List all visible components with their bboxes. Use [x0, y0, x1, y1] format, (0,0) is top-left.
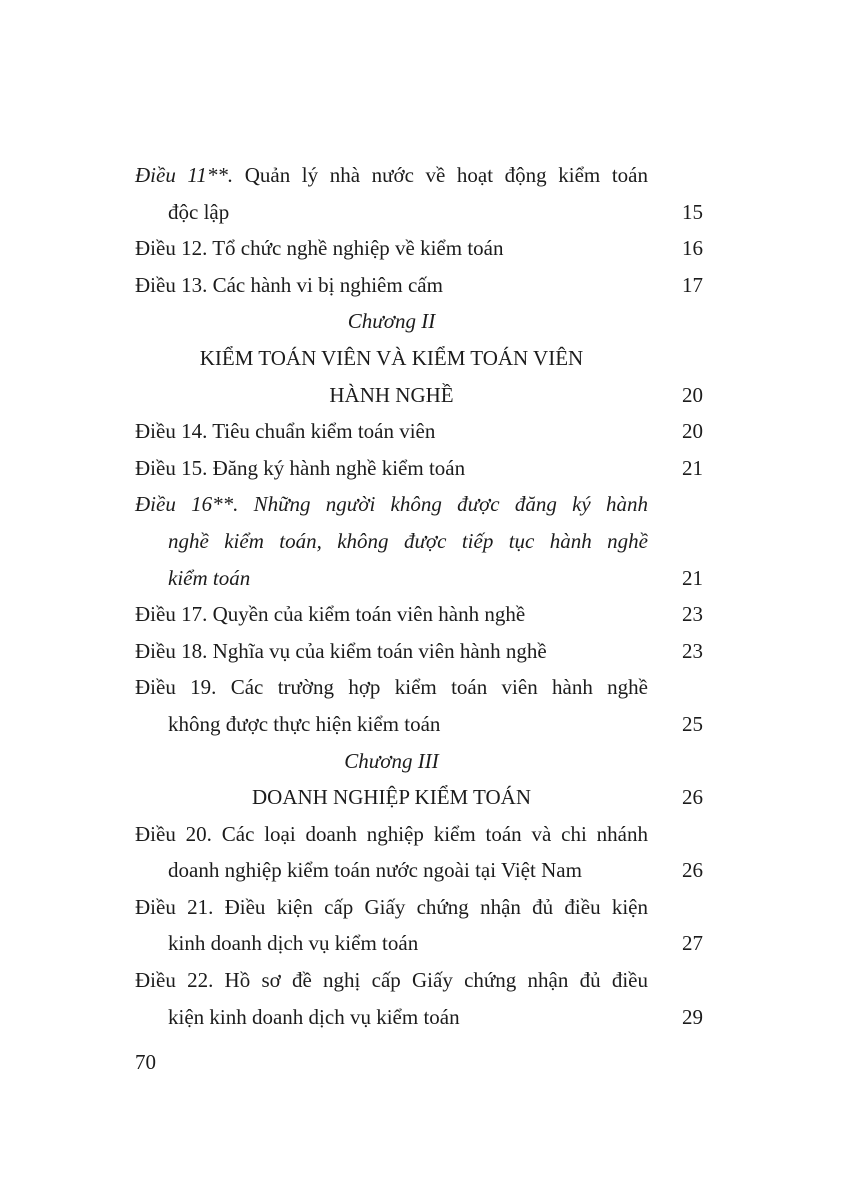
toc-entry-text: kinh doanh dịch vụ kiểm toán [168, 931, 419, 956]
page-ref: 21 [682, 565, 703, 590]
chapter-3-title [135, 779, 703, 816]
page-ref: 20 [682, 382, 703, 407]
toc-entry-text: nghề kiểm toán, không được tiếp tục hành nghề [168, 528, 648, 553]
page-ref: 25 [682, 711, 703, 736]
toc-entry-dieu-17 [135, 596, 703, 633]
toc-entry-dieu-16-line-1 [135, 486, 703, 523]
chapter-2-label [135, 303, 703, 340]
chapter-label-text: Chương III [344, 748, 439, 773]
toc-entry-dieu-13 [135, 267, 703, 304]
chapter-label-text: Chương II [347, 309, 436, 334]
toc-entry-dieu-16-line-3 [135, 560, 703, 597]
page-ref: 29 [682, 1004, 703, 1029]
toc-entry-dieu-11-line-1 [135, 157, 703, 194]
page-ref: 21 [682, 455, 703, 480]
table-of-contents [135, 157, 703, 1035]
toc-entry-text: Điều 14. Tiêu chuẩn kiểm toán viên [135, 419, 436, 444]
toc-entry-dieu-21-line-2 [135, 925, 703, 962]
page-ref: 27 [682, 931, 703, 956]
chapter-2-title-line-2 [135, 377, 703, 414]
toc-entry-text: Điều 21. Điều kiện cấp Giấy chứng nhận đủ điều kiện [135, 894, 648, 919]
page-ref: 23 [682, 638, 703, 663]
toc-entry-text: Điều 20. Các loại doanh nghiệp kiểm toán và chi nhánh [135, 821, 648, 846]
chapter-3-label [135, 743, 703, 780]
toc-entry-dieu-16-line-2 [135, 523, 703, 560]
toc-entry-text: Điều 15. Đăng ký hành nghề kiểm toán [135, 455, 466, 480]
page-ref: 17 [682, 272, 703, 297]
toc-entry-dieu-11-line-2 [135, 194, 703, 231]
page-ref: 26 [682, 858, 703, 883]
article-label: Điều 11**. [135, 163, 234, 187]
page-number-footer: 70 [135, 1050, 156, 1074]
toc-entry-dieu-20-line-2 [135, 852, 703, 889]
toc-entry-text: Điều 13. Các hành vi bị nghiêm cấm [135, 272, 443, 297]
chapter-title-text: KIỂM TOÁN VIÊN VÀ KIỂM TOÁN VIÊN [199, 345, 584, 370]
toc-entry-text: kiểm toán [168, 565, 251, 590]
toc-entry-text: độc lập [168, 199, 230, 224]
toc-entry-dieu-18 [135, 633, 703, 670]
chapter-title-text: HÀNH NGHỀ [329, 382, 454, 407]
page-ref: 15 [682, 199, 703, 224]
toc-entry-dieu-22-line-2 [135, 999, 703, 1036]
page-ref: 16 [682, 236, 703, 261]
toc-entry-text [135, 157, 648, 194]
toc-entry-dieu-12 [135, 230, 703, 267]
toc-entry-dieu-21-line-1 [135, 889, 703, 926]
toc-entry-text: Điều 22. Hồ sơ đề nghị cấp Giấy chứng nhận đủ điều [135, 968, 648, 993]
toc-entry-text: Điều 12. Tổ chức nghề nghiệp về kiểm toán [135, 236, 504, 261]
chapter-2-title-line-1 [135, 340, 703, 377]
toc-entry-dieu-15 [135, 450, 703, 487]
page-ref: 20 [682, 419, 703, 444]
toc-entry-text: Điều 17. Quyền của kiểm toán viên hành nghề [135, 602, 526, 627]
page-ref: 23 [682, 602, 703, 627]
toc-entry-text: kiện kinh doanh dịch vụ kiểm toán [168, 1004, 460, 1029]
toc-entry-text: doanh nghiệp kiểm toán nước ngoài tại Việt Nam [168, 858, 582, 883]
toc-entry-text: Điều 16**. Những người không được đăng ký hành [135, 492, 648, 517]
page-ref: 26 [682, 785, 703, 810]
toc-entry-dieu-20-line-1 [135, 816, 703, 853]
toc-entry-dieu-22-line-1 [135, 962, 703, 999]
chapter-title-text: DOANH NGHIỆP KIỂM TOÁN [251, 785, 532, 810]
toc-entry-text: Điều 18. Nghĩa vụ của kiểm toán viên hành nghề [135, 638, 547, 663]
toc-entry-dieu-14 [135, 413, 703, 450]
toc-entry-text: không được thực hiện kiểm toán [168, 711, 441, 736]
toc-entry-dieu-19-line-2 [135, 706, 703, 743]
article-title: Quản lý nhà nước về hoạt động kiểm toán [244, 163, 648, 187]
toc-entry-dieu-19-line-1 [135, 669, 703, 706]
toc-entry-text: Điều 19. Các trường hợp kiểm toán viên hành nghề [135, 675, 648, 700]
